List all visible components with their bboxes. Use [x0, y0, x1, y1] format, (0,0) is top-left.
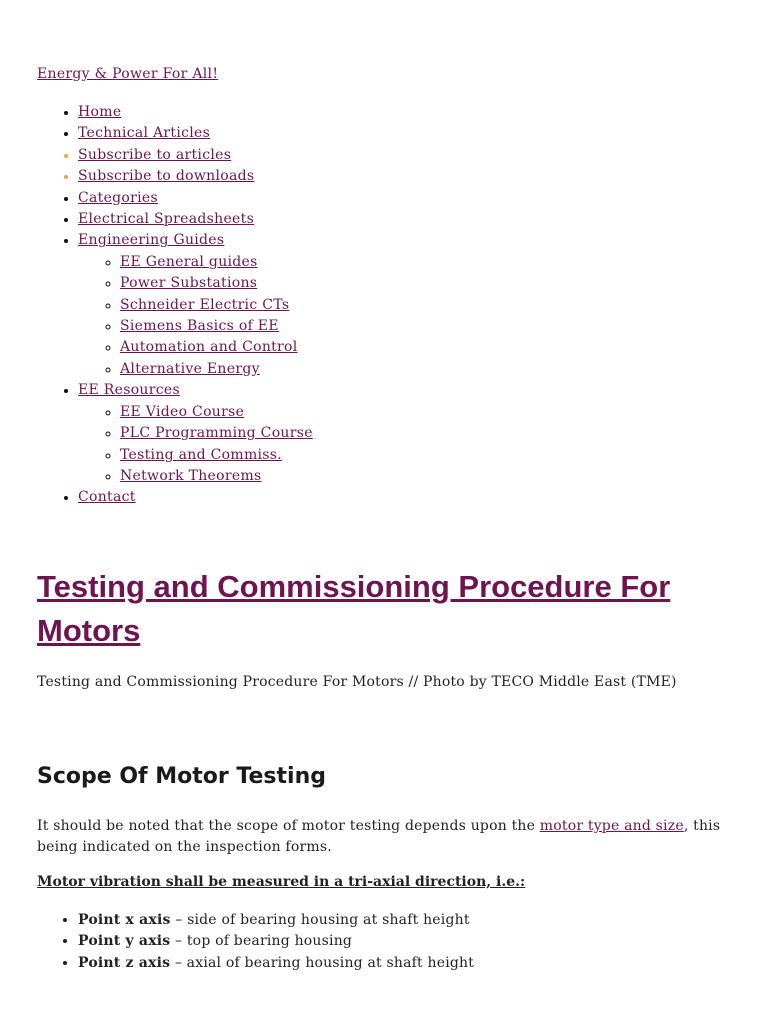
- nav-link-ee-video-course[interactable]: EE Video Course: [120, 403, 245, 420]
- nav-item-subscribe-articles: [78, 145, 313, 166]
- ee-resources-submenu: [78, 402, 313, 488]
- submenu-item: [120, 252, 313, 273]
- point-label: Point z axis: [78, 954, 171, 971]
- nav-link-ee-general-guides[interactable]: EE General guides: [120, 253, 258, 270]
- nav-link-subscribe-articles[interactable]: Subscribe to articles: [78, 146, 232, 163]
- submenu-item: [120, 359, 313, 380]
- submenu-item: [120, 316, 313, 337]
- point-description: – top of bearing housing: [170, 933, 353, 950]
- nav-item-ee-resources: [78, 380, 313, 487]
- nav-link-ee-resources[interactable]: EE Resources: [78, 382, 180, 399]
- nav-link-engineering-guides[interactable]: Engineering Guides: [78, 232, 225, 249]
- nav-item-subscribe-downloads: [78, 166, 313, 187]
- point-description: – axial of bearing housing at shaft height: [170, 954, 475, 971]
- nav-item-engineering-guides: [78, 230, 313, 380]
- nav-item-contact: [78, 487, 313, 508]
- nav-link-alternative-energy[interactable]: Alternative Energy: [120, 360, 260, 377]
- submenu-item: [120, 337, 313, 358]
- nav-link-siemens-basics[interactable]: Siemens Basics of EE: [120, 318, 279, 335]
- submenu-item: [120, 423, 313, 444]
- list-item: [78, 953, 474, 974]
- submenu-item: [120, 273, 313, 294]
- nav-item-electrical-spreadsheets: [78, 209, 313, 230]
- submenu-item: [120, 402, 313, 423]
- nav-link-automation-control[interactable]: Automation and Control: [120, 339, 298, 356]
- list-item: [78, 910, 474, 931]
- submenu-item: [120, 466, 313, 487]
- nav-link-categories[interactable]: Categories: [78, 189, 158, 206]
- measurement-points-list: [37, 910, 474, 974]
- nav-link-electrical-spreadsheets[interactable]: Electrical Spreadsheets: [78, 211, 255, 228]
- point-description: – side of bearing housing at shaft height: [170, 912, 470, 928]
- site-title-link[interactable]: Energy & Power For All!: [37, 66, 219, 82]
- nav-item-categories: [78, 188, 313, 209]
- nav-link-plc-programming[interactable]: PLC Programming Course: [120, 425, 313, 442]
- nav-link-home[interactable]: Home: [78, 104, 122, 120]
- motor-type-size-link[interactable]: motor type and size: [539, 818, 684, 834]
- nav-item-technical-articles: [78, 123, 313, 144]
- list-item: [78, 931, 474, 952]
- nav-link-power-substations[interactable]: Power Substations: [120, 275, 258, 292]
- main-navigation: [37, 102, 313, 509]
- paragraph-text: It should be noted that the scope of motor testing depends upon the: [37, 818, 536, 834]
- nav-link-testing-commiss[interactable]: Testing and Commiss.: [120, 446, 283, 463]
- nav-link-network-theorems[interactable]: Network Theorems: [120, 467, 262, 484]
- section-heading: Scope Of Motor Testing: [37, 764, 326, 789]
- submenu-item: [120, 295, 313, 316]
- nav-link-contact[interactable]: Contact: [78, 489, 136, 506]
- article-title: [37, 565, 747, 653]
- engineering-guides-submenu: [78, 252, 313, 380]
- nav-link-technical-articles[interactable]: Technical Articles: [78, 125, 211, 142]
- nav-item-home: [78, 102, 313, 123]
- submenu-item: [120, 445, 313, 466]
- photo-caption: Testing and Commissioning Procedure For Motors // Photo by TECO Middle East (TME): [37, 674, 677, 690]
- article-title-link[interactable]: Testing and Commissioning Procedure For Motors: [37, 569, 671, 648]
- nav-link-schneider-electric-cts[interactable]: Schneider Electric CTs: [120, 296, 290, 313]
- vibration-heading: Motor vibration shall be measured in a tri-axial direction, i.e.:: [37, 874, 526, 890]
- point-label: Point x axis: [78, 912, 171, 928]
- point-label: Point y axis: [78, 933, 171, 950]
- nav-link-subscribe-downloads[interactable]: Subscribe to downloads: [78, 168, 255, 185]
- paragraph-text: , this being indicated on the inspection forms.: [37, 818, 721, 855]
- scope-paragraph: [37, 816, 737, 858]
